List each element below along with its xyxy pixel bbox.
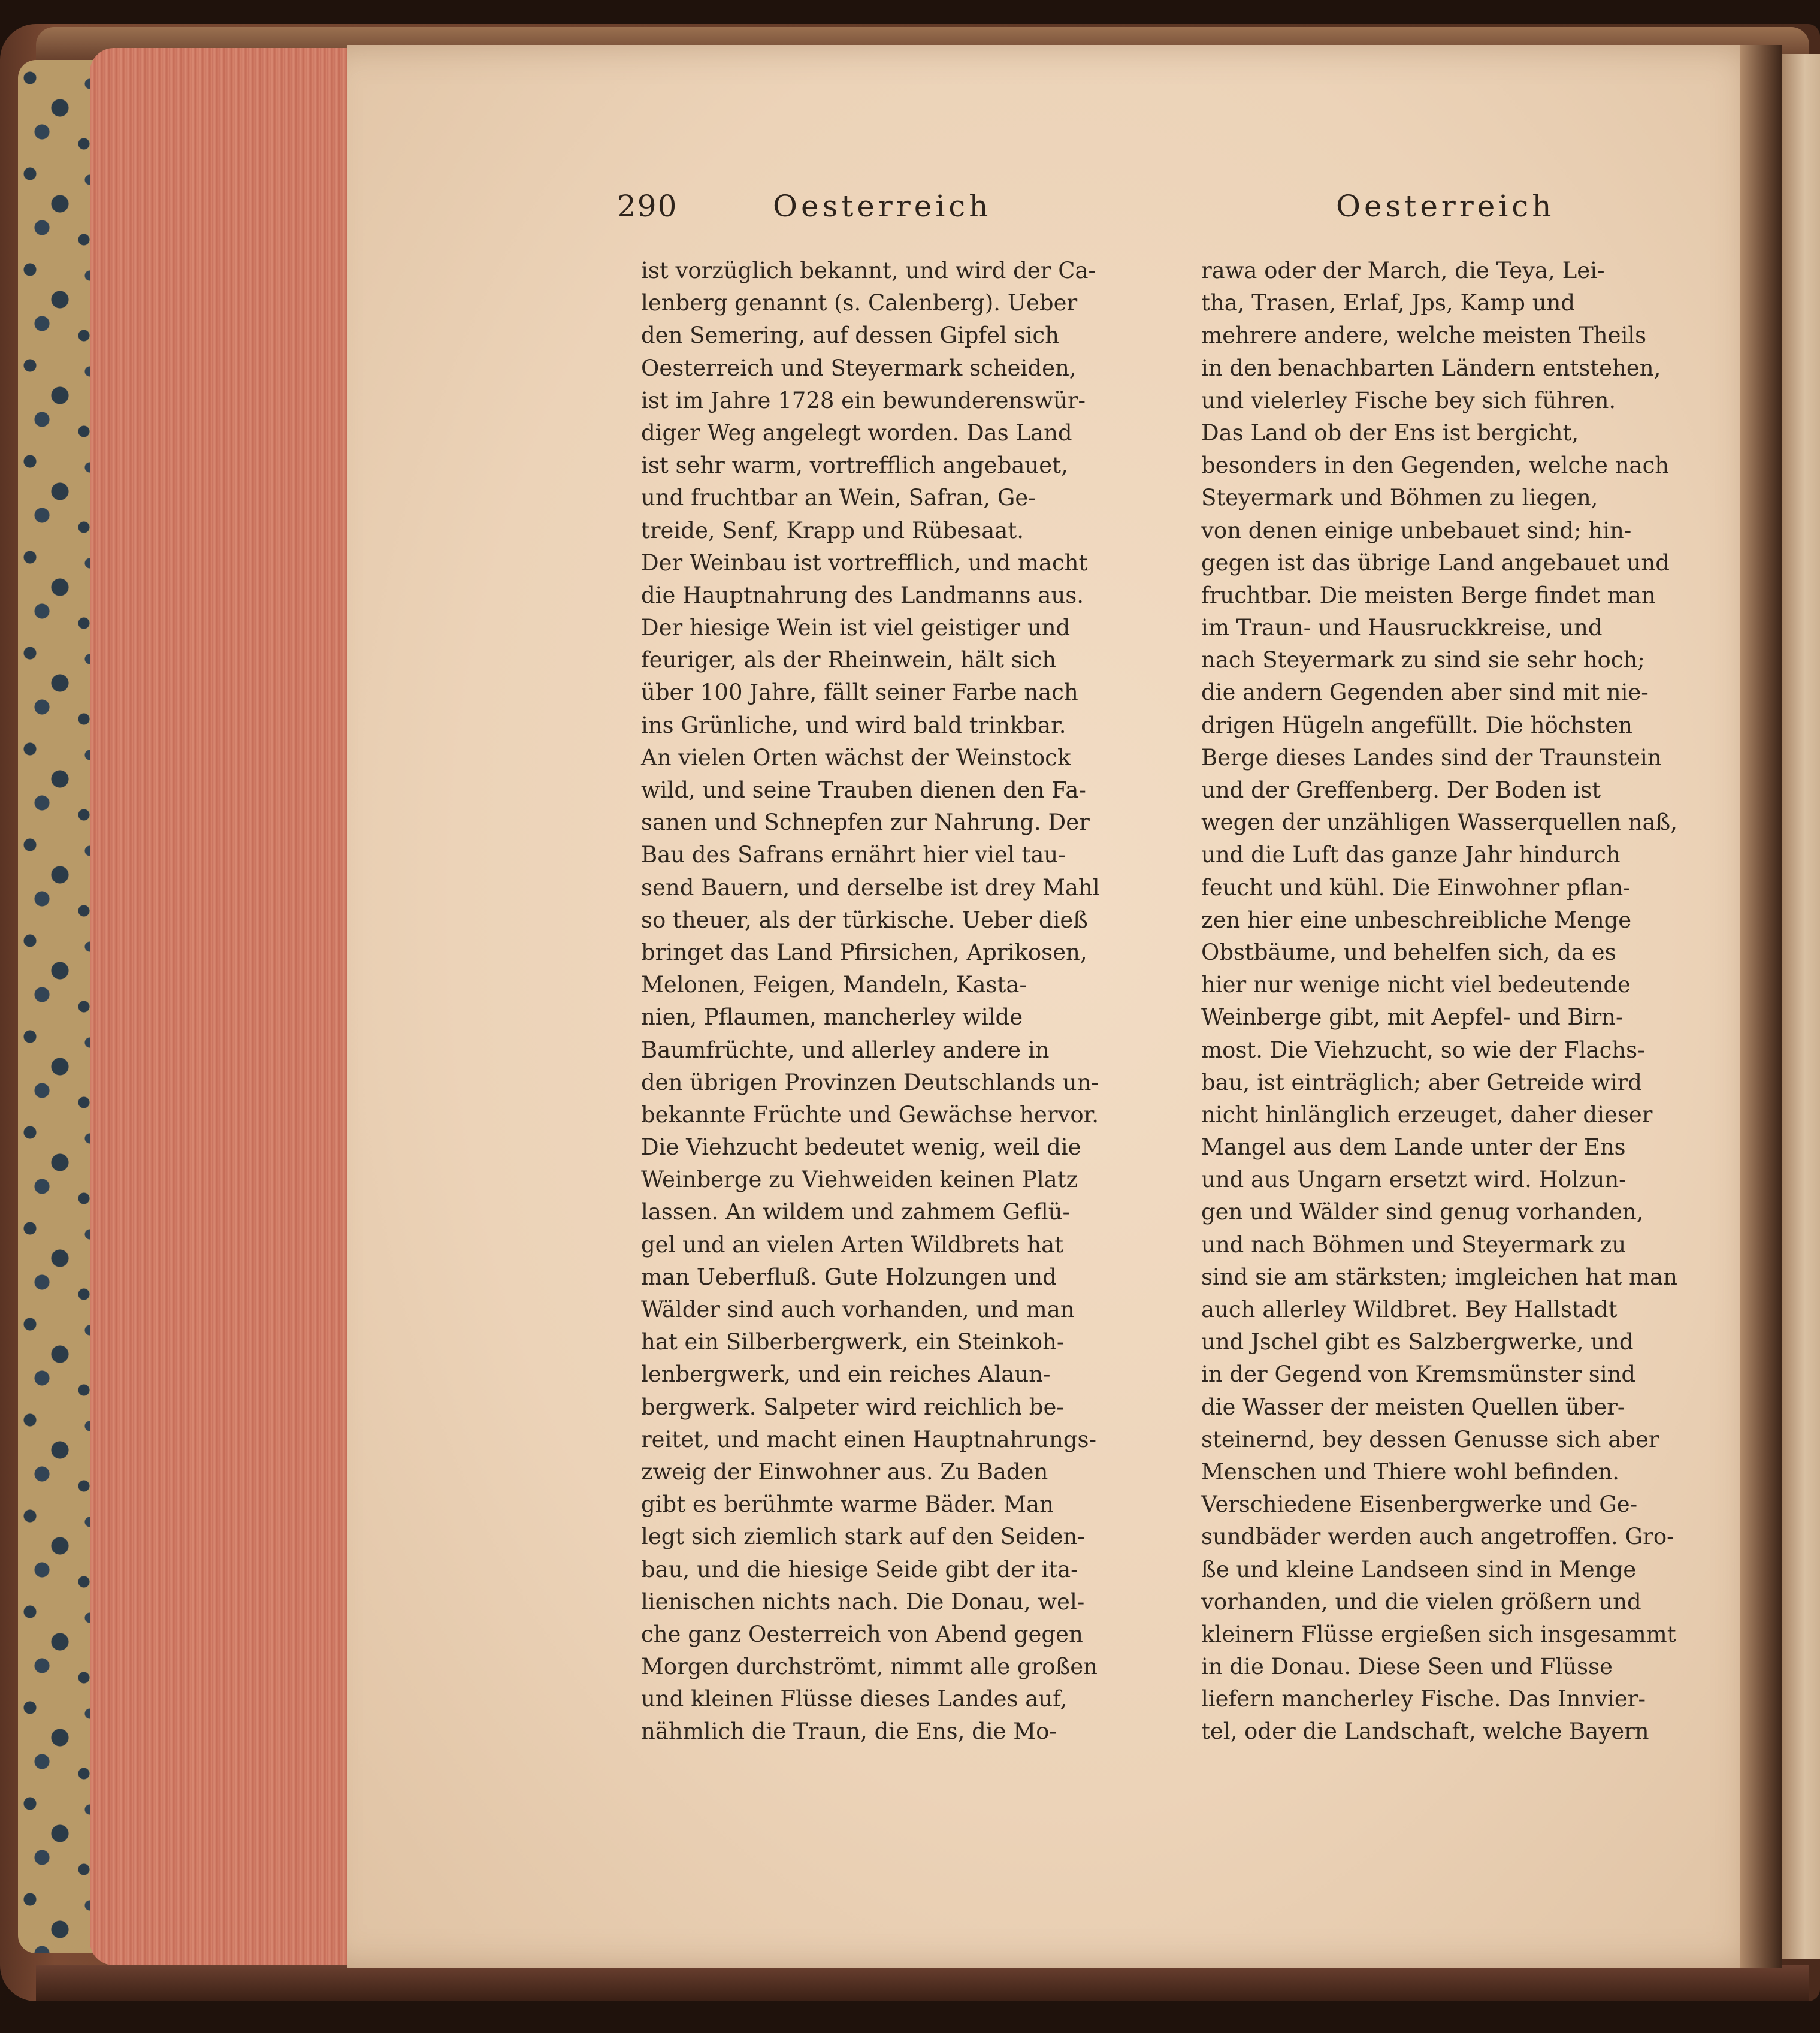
text-line: Baumfrüchte, und allerley andere in: [641, 1037, 1050, 1063]
text-line: bergwerk. Salpeter wird reichlich be-: [641, 1394, 1064, 1420]
text-line: most. Die Viehzucht, so wie der Flachs-: [1201, 1037, 1645, 1063]
text-line: man Ueberfluß. Gute Holzungen und: [641, 1264, 1057, 1290]
text-line: ße und kleine Landseen sind in Menge: [1201, 1556, 1637, 1582]
text-line: sanen und Schnepfen zur Nahrung. Der: [641, 809, 1090, 836]
right-text-column: [1201, 255, 1704, 1748]
cover-bottom-edge: [36, 1965, 1809, 2001]
text-line: wild, und seine Trauben dienen den Fa-: [641, 777, 1086, 803]
text-line: bau, ist einträglich; aber Getreide wird: [1201, 1069, 1642, 1095]
text-line: bringet das Land Pfirsichen, Aprikosen,: [641, 939, 1087, 965]
text-line: nach Steyermark zu sind sie sehr hoch;: [1201, 647, 1645, 673]
text-line: lienischen nichts nach. Die Donau, wel-: [641, 1588, 1085, 1615]
text-line: bekannte Früchte und Gewächse hervor.: [641, 1101, 1099, 1128]
text-line: ist vorzüglich bekannt, und wird der Ca-: [641, 258, 1096, 283]
text-line: so theuer, als der türkische. Ueber dieß: [641, 907, 1088, 933]
facing-page-edge: [1782, 54, 1820, 1959]
text-line: hat ein Silberbergwerk, ein Steinkoh-: [641, 1329, 1065, 1355]
page-number: 290: [617, 189, 678, 223]
text-line: Menschen und Thiere wohl befinden.: [1201, 1458, 1619, 1485]
text-line: sind sie am stärksten; imgleichen hat man: [1201, 1264, 1678, 1290]
text-line: gel und an vielen Arten Wildbrets hat: [641, 1231, 1064, 1258]
text-line: Obstbäume, und behelfen sich, da es: [1201, 939, 1616, 965]
text-line: und Jschel gibt es Salzbergwerke, und: [1201, 1329, 1634, 1355]
text-line: Wälder sind auch vorhanden, und man: [641, 1297, 1075, 1322]
text-line: ins Grünliche, und wird bald trinkbar.: [641, 712, 1066, 738]
text-line: und vielerley Fische bey sich führen.: [1201, 387, 1616, 413]
text-line: wegen der unzähligen Wasserquellen naß,: [1201, 809, 1678, 836]
text-line: besonders in den Gegenden, welche nach: [1201, 452, 1670, 479]
text-line: tha, Trasen, Erlaf, Jps, Kamp und: [1201, 290, 1576, 316]
text-line: legt sich ziemlich stark auf den Seiden-: [641, 1524, 1085, 1550]
text-line: in die Donau. Diese Seen und Flüsse: [1201, 1654, 1613, 1680]
text-line: in den benachbarten Ländern entstehen,: [1201, 355, 1661, 381]
text-line: Der hiesige Wein ist viel geistiger und: [641, 615, 1071, 641]
text-line: kleinern Flüsse ergießen sich insgesammt: [1201, 1621, 1676, 1647]
text-line: Der Weinbau ist vortrefflich, und macht: [641, 549, 1088, 576]
text-line: über 100 Jahre, fällt seiner Farbe nach: [641, 679, 1078, 706]
text-line: send Bauern, und derselbe ist drey Mahl: [641, 874, 1100, 901]
text-line: zen hier eine unbeschreibliche Menge: [1201, 907, 1632, 933]
text-line: Mangel aus dem Lande unter der Ens: [1201, 1134, 1626, 1161]
text-line: lenberg genannt (s. Calenberg). Ueber: [641, 290, 1078, 316]
text-line: vorhanden, und die vielen größern und: [1201, 1588, 1641, 1615]
text-line: Verschiedene Eisenbergwerke und Ge-: [1201, 1491, 1638, 1518]
text-line: nien, Pflaumen, mancherley wilde: [641, 1004, 1023, 1031]
text-line: nähmlich die Traun, die Ens, die Mo-: [641, 1718, 1057, 1745]
text-line: diger Weg angelegt worden. Das Land: [641, 419, 1072, 446]
text-line: Das Land ob der Ens ist bergicht,: [1201, 419, 1579, 446]
text-line: den übrigen Provinzen Deutschlands un-: [641, 1069, 1099, 1095]
text-line: Steyermark und Böhmen zu liegen,: [1201, 485, 1598, 511]
text-line: in der Gegend von Kremsmünster sind: [1201, 1361, 1636, 1388]
text-line: fruchtbar. Die meisten Berge findet man: [1201, 582, 1656, 608]
text-line: den Semering, auf dessen Gipfel sich: [641, 322, 1059, 349]
text-line: reitet, und macht einen Hauptnahrungs-: [641, 1426, 1096, 1452]
text-line: lenbergwerk, und ein reiches Alaun-: [641, 1361, 1051, 1388]
text-line: die Hauptnahrung des Landmanns aus.: [641, 582, 1084, 608]
text-line: bau, und die hiesige Seide gibt der ita-: [641, 1556, 1078, 1582]
text-line: Melonen, Feigen, Mandeln, Kasta-: [641, 972, 1027, 998]
text-line: sundbäder werden auch angetroffen. Gro-: [1201, 1524, 1674, 1550]
text-line: ist im Jahre 1728 ein bewunderenswür-: [641, 387, 1086, 413]
text-line: und nach Böhmen und Steyermark zu: [1201, 1231, 1626, 1258]
text-line: lassen. An wildem und zahmem Geflü-: [641, 1199, 1070, 1225]
text-line: hier nur wenige nicht viel bedeutende: [1201, 972, 1631, 998]
running-head-right: Oesterreich: [1336, 189, 1555, 223]
text-line: Bau des Safrans ernährt hier viel tau-: [641, 842, 1066, 868]
text-line: Weinberge zu Viehweiden keinen Platz: [641, 1167, 1078, 1193]
text-line: und aus Ungarn ersetzt wird. Holzun-: [1201, 1167, 1626, 1193]
text-line: Morgen durchströmt, nimmt alle großen: [641, 1654, 1098, 1680]
text-line: und die Luft das ganze Jahr hindurch: [1201, 842, 1621, 868]
page-stack-edge: [90, 48, 347, 1965]
text-line: mehrere andere, welche meisten Theils: [1201, 322, 1647, 349]
text-line: feucht und kühl. Die Einwohner pflan-: [1201, 874, 1631, 901]
text-line: treide, Senf, Krapp und Rübesaat.: [641, 517, 1024, 543]
text-line: Weinberge gibt, mit Aepfel- und Birn-: [1201, 1004, 1624, 1031]
text-line: An vielen Orten wächst der Weinstock: [641, 744, 1071, 771]
text-line: und der Greffenberg. Der Boden ist: [1201, 777, 1601, 803]
running-head-left: Oesterreich: [773, 189, 992, 223]
text-line: steinernd, bey dessen Genusse sich aber: [1201, 1426, 1659, 1452]
text-line: Oesterreich und Steyermark scheiden,: [641, 355, 1077, 381]
text-line: und kleinen Flüsse dieses Landes auf,: [641, 1686, 1068, 1712]
text-line: die andern Gegenden aber sind mit nie-: [1201, 679, 1649, 706]
text-line: im Traun- und Hausruckkreise, und: [1201, 615, 1603, 641]
text-line: gen und Wälder sind genug vorhanden,: [1201, 1199, 1644, 1225]
text-line: rawa oder der March, die Teya, Lei-: [1201, 258, 1605, 283]
text-line: liefern mancherley Fische. Das Innvier-: [1201, 1686, 1646, 1712]
text-line: gibt es berühmte warme Bäder. Man: [641, 1491, 1054, 1518]
page-gutter: [1740, 45, 1782, 1968]
left-text-column: [641, 255, 1144, 1748]
text-line: von denen einige unbebauet sind; hin-: [1201, 517, 1632, 543]
text-line: und fruchtbar an Wein, Safran, Ge-: [641, 485, 1036, 511]
text-line: che ganz Oesterreich von Abend gegen: [641, 1621, 1083, 1647]
text-line: zweig der Einwohner aus. Zu Baden: [641, 1458, 1048, 1485]
text-line: gegen ist das übrige Land angebauet und: [1201, 549, 1670, 576]
text-line: die Wasser der meisten Quellen über-: [1201, 1394, 1625, 1420]
text-line: drigen Hügeln angefüllt. Die höchsten: [1201, 712, 1632, 738]
text-line: ist sehr warm, vortrefflich angebauet,: [641, 452, 1068, 479]
text-line: feuriger, als der Rheinwein, hält sich: [641, 647, 1057, 673]
text-line: auch allerley Wildbret. Bey Hallstadt: [1201, 1297, 1618, 1322]
text-line: Die Viehzucht bedeutet wenig, weil die: [641, 1134, 1081, 1161]
text-line: tel, oder die Landschaft, welche Bayern: [1201, 1718, 1649, 1745]
text-line: nicht hinlänglich erzeuget, daher dieser: [1201, 1101, 1653, 1128]
text-line: Berge dieses Landes sind der Traunstein: [1201, 744, 1662, 771]
